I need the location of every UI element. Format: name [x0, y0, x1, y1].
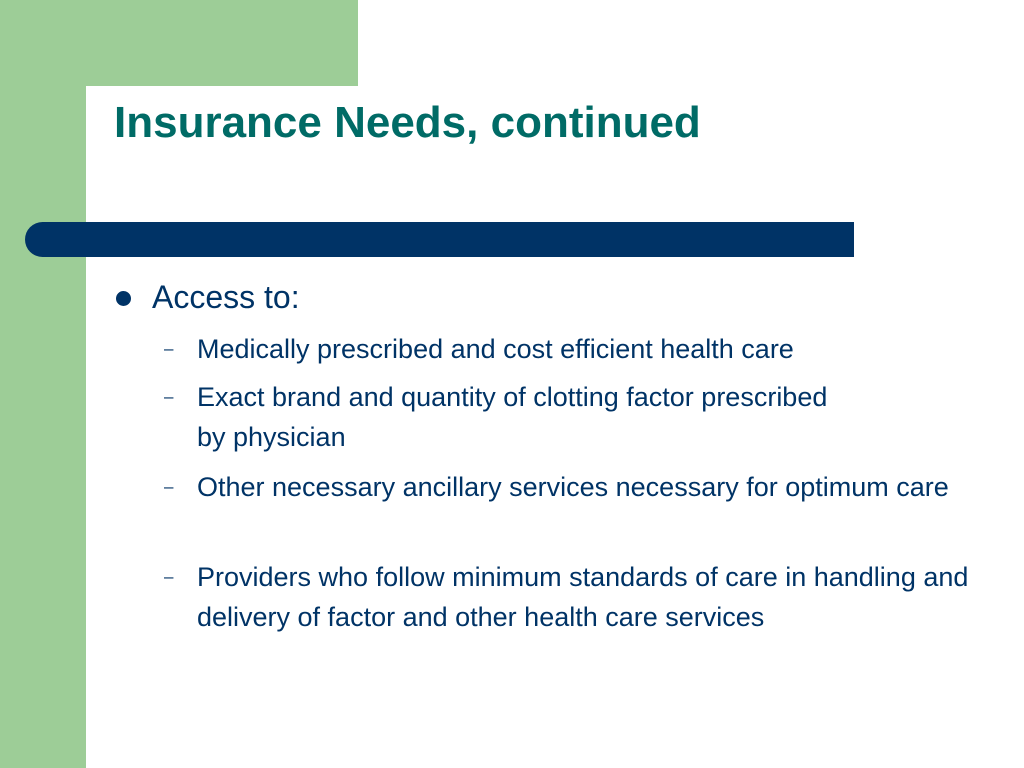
sub-bullet-item: [164, 329, 994, 369]
sub-bullet-text: Exact brand and quantity of clotting factor prescribed by physician: [197, 382, 828, 452]
sub-bullet-text: Providers who follow minimum standards of care in handling and delivery of factor and other health care services: [197, 562, 969, 632]
bullet-item: [116, 276, 300, 318]
sub-bullet-text: Other necessary ancillary services necessary for optimum care: [197, 472, 949, 502]
dash-icon: –: [164, 477, 174, 496]
slide-title: Insurance Needs, continued: [114, 98, 701, 147]
dash-icon: –: [164, 567, 174, 586]
sub-bullet-item: [164, 467, 994, 507]
sub-bullet-text: Medically prescribed and cost efficient health care: [197, 334, 794, 364]
sub-bullet-item: [164, 377, 994, 457]
bullet-dot-icon: [116, 291, 131, 306]
sub-bullet-item: [164, 557, 994, 637]
dash-icon: –: [164, 387, 174, 406]
bullet-text: Access to:: [152, 279, 300, 315]
dash-icon: –: [164, 339, 174, 358]
